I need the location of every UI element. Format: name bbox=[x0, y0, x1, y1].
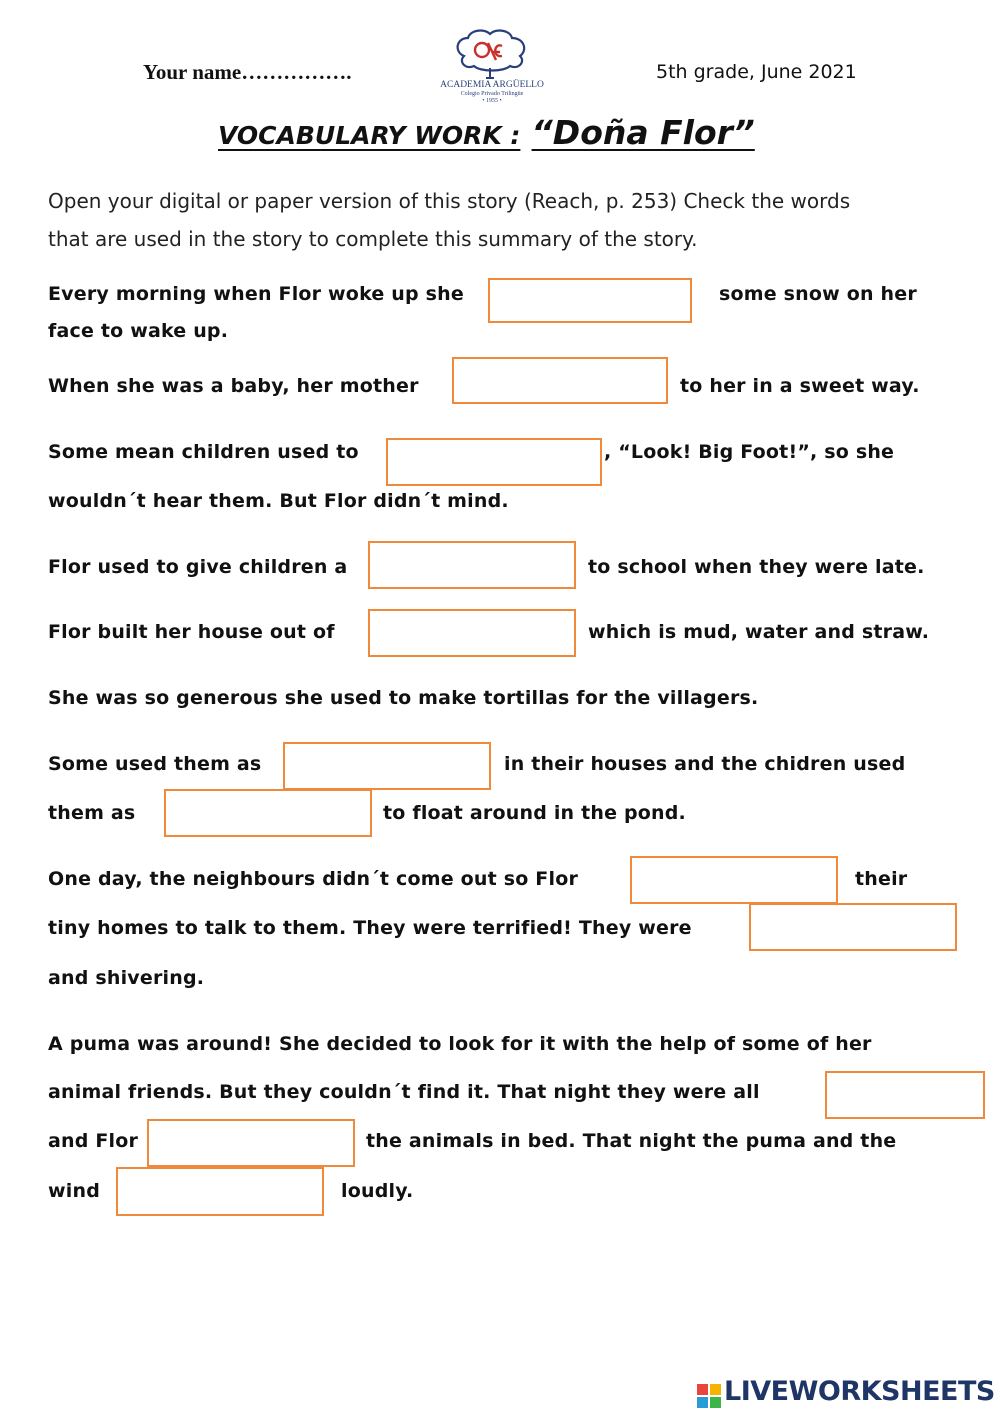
sentence-8-mid: their bbox=[855, 868, 908, 890]
intro-line-2: that are used in the story to complete this summary of the story. bbox=[48, 227, 698, 251]
intro-line-1: Open your digital or paper version of this story (Reach, p. 253) Check the words bbox=[48, 189, 851, 213]
sentence-1-start: Every morning when Flor woke up she bbox=[48, 283, 464, 305]
sentence-2-end: to her in a sweet way. bbox=[680, 375, 920, 397]
answer-input-12[interactable] bbox=[116, 1167, 324, 1216]
liveworksheets-icon bbox=[697, 1384, 721, 1408]
sentence-9-line-4-start: wind bbox=[48, 1180, 100, 1202]
sentence-9-line-3-end: the animals in bed. That night the puma and the bbox=[366, 1130, 897, 1152]
sentence-7-end: to float around in the pond. bbox=[383, 802, 686, 824]
sentence-8-cont: tiny homes to talk to them. They were terrified! They were bbox=[48, 917, 692, 939]
sentence-8-end: and shivering. bbox=[48, 967, 205, 989]
sentence-4-start: Flor used to give children a bbox=[48, 556, 348, 578]
sentence-5-end: which is mud, water and straw. bbox=[588, 621, 930, 643]
sentence-3-cont: wouldn´t hear them. But Flor didn´t mind. bbox=[48, 490, 509, 512]
sentence-9-line-3-start: and Flor bbox=[48, 1130, 139, 1152]
sentence-7-start: Some used them as bbox=[48, 753, 262, 775]
sentence-6: She was so generous she used to make tortillas for the villagers. bbox=[48, 687, 759, 709]
sentence-1-cont: face to wake up. bbox=[48, 320, 229, 342]
sentence-1-end: some snow on her bbox=[719, 283, 917, 305]
logo-subtitle: Colegio Privado Trilingüe bbox=[460, 91, 524, 97]
answer-input-8[interactable] bbox=[630, 856, 838, 904]
sentence-7-cont: them as bbox=[48, 802, 136, 824]
sentence-9-line-4-end: loudly. bbox=[341, 1180, 414, 1202]
title-part-2: “Doña Flor” bbox=[531, 113, 755, 152]
sentence-8-start: One day, the neighbours didn´t come out so Flor bbox=[48, 868, 579, 890]
school-logo bbox=[434, 28, 550, 106]
monogram-icon bbox=[475, 43, 502, 60]
answer-input-3[interactable] bbox=[386, 438, 602, 486]
tree-icon bbox=[458, 31, 525, 78]
sentence-9-line-2: animal friends. But they couldn´t find it. That night they were all bbox=[48, 1081, 760, 1103]
sentence-4-end: to school when they were late. bbox=[588, 556, 925, 578]
page-title bbox=[218, 113, 755, 152]
answer-input-7[interactable] bbox=[164, 789, 372, 837]
sentence-7-mid: in their houses and the chidren used bbox=[504, 753, 906, 775]
title-part-1: VOCABULARY WORK : bbox=[218, 121, 521, 150]
logo-name: ACADEMIA ARGÜELLO bbox=[440, 80, 544, 90]
sentence-2-start: When she was a baby, her mother bbox=[48, 375, 419, 397]
sentence-3-mid: , “Look! Big Foot!”, so she bbox=[604, 441, 895, 463]
answer-input-9[interactable] bbox=[749, 903, 957, 951]
answer-input-5[interactable] bbox=[368, 609, 576, 657]
grade-label: 5th grade, June 2021 bbox=[656, 61, 857, 83]
sentence-5-start: Flor built her house out of bbox=[48, 621, 335, 643]
sentence-9-line-1: A puma was around! She decided to look for it with the help of some of her bbox=[48, 1033, 872, 1055]
answer-input-10[interactable] bbox=[825, 1071, 985, 1119]
answer-input-6[interactable] bbox=[283, 742, 491, 790]
liveworksheets-brand: LIVEWORKSHEETS bbox=[724, 1376, 995, 1407]
answer-input-11[interactable] bbox=[147, 1119, 355, 1167]
sentence-3-start: Some mean children used to bbox=[48, 441, 359, 463]
answer-input-4[interactable] bbox=[368, 541, 576, 589]
name-label: Your name……………. bbox=[143, 60, 352, 84]
liveworksheets-logo[interactable] bbox=[697, 1376, 995, 1408]
logo-year: • 1955 • bbox=[482, 98, 502, 104]
answer-input-1[interactable] bbox=[488, 278, 692, 323]
answer-input-2[interactable] bbox=[452, 357, 668, 404]
